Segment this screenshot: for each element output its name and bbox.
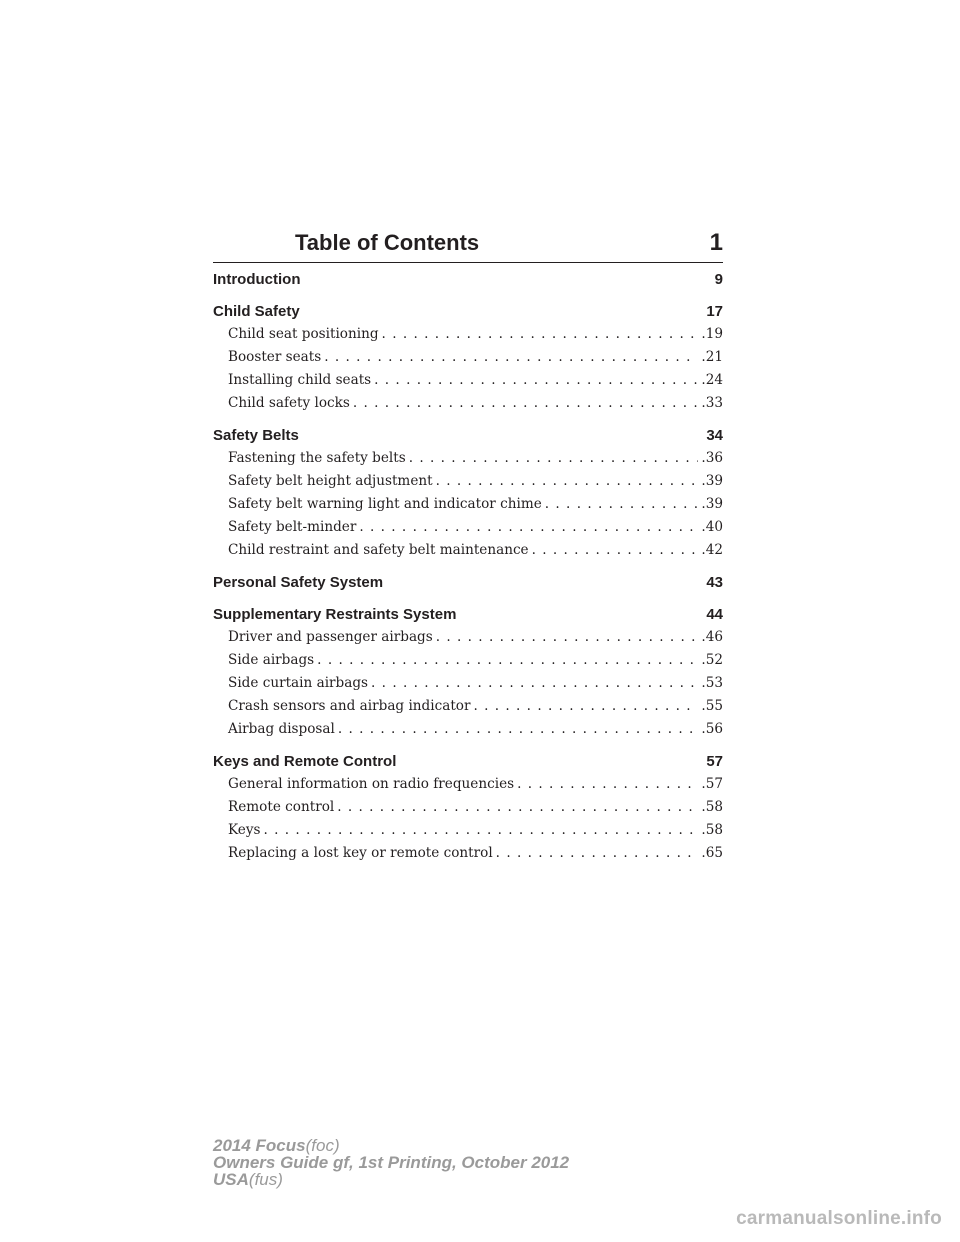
- toc-chapter[interactable]: [213, 424, 723, 447]
- toc-entry-page: .58: [701, 822, 723, 838]
- toc-entry-page: .40: [701, 519, 723, 535]
- toc-chapter-title: Keys and Remote Control: [213, 753, 397, 770]
- table-of-contents: [213, 268, 723, 865]
- footer-model: 2014 Focus: [213, 1136, 306, 1155]
- toc-entry-title: Child restraint and safety belt maintenance: [228, 542, 529, 558]
- toc-entry-title: Safety belt-minder: [228, 519, 357, 535]
- toc-chapter[interactable]: [213, 300, 723, 323]
- footer-model-code: (foc): [305, 1136, 340, 1155]
- toc-entry-page: .46: [701, 629, 723, 645]
- toc-entry-title: Fastening the safety belts: [228, 450, 406, 466]
- toc-entry-title: Child seat positioning: [228, 326, 379, 342]
- toc-chapter-title: Safety Belts: [213, 427, 299, 444]
- toc-entry[interactable]: [213, 718, 723, 741]
- toc-chapter[interactable]: [213, 571, 723, 594]
- toc-entry[interactable]: [213, 649, 723, 672]
- toc-entry[interactable]: [213, 695, 723, 718]
- toc-entry[interactable]: [213, 346, 723, 369]
- toc-entry-title: Driver and passenger airbags: [228, 629, 433, 645]
- watermark: carmanualsonline.info: [736, 1208, 942, 1229]
- toc-entry-title: Safety belt height adjustment: [228, 473, 433, 489]
- toc-dot-leader: [371, 672, 698, 695]
- toc-entry[interactable]: [213, 626, 723, 649]
- toc-entry-page: .65: [701, 845, 723, 861]
- toc-entry-title: Crash sensors and airbag indicator: [228, 698, 471, 714]
- toc-chapter-page: 9: [714, 271, 723, 288]
- toc-chapter[interactable]: [213, 268, 723, 291]
- toc-entry-page: .58: [701, 799, 723, 815]
- toc-entry-page: .21: [701, 349, 723, 365]
- toc-dot-leader: [409, 447, 699, 470]
- toc-dot-leader: [473, 695, 698, 718]
- toc-entry[interactable]: [213, 672, 723, 695]
- toc-entry[interactable]: [213, 392, 723, 415]
- footer-region-line: [213, 1171, 569, 1188]
- toc-entry-page: .39: [701, 473, 723, 489]
- toc-dot-leader: [374, 369, 698, 392]
- toc-chapter-title: Child Safety: [213, 303, 300, 320]
- toc-entry-title: Remote control: [228, 799, 335, 815]
- toc-entry-title: Airbag disposal: [228, 721, 335, 737]
- toc-entry-title: Booster seats: [228, 349, 322, 365]
- footer-region: USA: [213, 1170, 249, 1189]
- toc-dot-leader: [517, 773, 698, 796]
- toc-dot-leader: [353, 392, 699, 415]
- toc-entry[interactable]: [213, 842, 723, 865]
- toc-dot-leader: [338, 718, 699, 741]
- toc-dot-leader: [436, 470, 699, 493]
- toc-dot-leader: [317, 649, 698, 672]
- toc-entry-title: Replacing a lost key or remote control: [228, 845, 493, 861]
- toc-chapter-page: 43: [706, 574, 723, 591]
- toc-entry[interactable]: [213, 796, 723, 819]
- toc-dot-leader: [532, 539, 699, 562]
- toc-entry-title: Child safety locks: [228, 395, 350, 411]
- toc-entry-page: .24: [701, 372, 723, 388]
- toc-entry-page: .42: [701, 542, 723, 558]
- toc-entry-title: Keys: [228, 822, 261, 838]
- toc-chapter[interactable]: [213, 603, 723, 626]
- toc-entry[interactable]: [213, 470, 723, 493]
- toc-entry[interactable]: [213, 773, 723, 796]
- toc-chapter-title: Personal Safety System: [213, 574, 384, 591]
- toc-entry-title: Installing child seats: [228, 372, 372, 388]
- toc-entry-title: Side airbags: [228, 652, 315, 668]
- toc-dot-leader: [545, 493, 699, 516]
- page-number: 1: [709, 229, 723, 256]
- toc-entry-page: .56: [701, 721, 723, 737]
- toc-entry-page: .52: [701, 652, 723, 668]
- toc-chapter-page: 17: [706, 303, 723, 320]
- footer-model-line: [213, 1137, 569, 1154]
- toc-entry-page: .53: [701, 675, 723, 691]
- page-header: [213, 226, 723, 263]
- toc-chapter[interactable]: [213, 750, 723, 773]
- toc-entry[interactable]: [213, 493, 723, 516]
- toc-entry-page: .39: [701, 496, 723, 512]
- toc-entry-title: General information on radio frequencies: [228, 776, 515, 792]
- footer-guide: Owners Guide gf, 1st Printing, October 2012: [213, 1153, 570, 1172]
- toc-entry[interactable]: [213, 819, 723, 842]
- toc-dot-leader: [496, 842, 699, 865]
- toc-dot-leader: [382, 323, 699, 346]
- toc-entry-title: Side curtain airbags: [228, 675, 369, 691]
- toc-chapter-title: Supplementary Restraints System: [213, 606, 457, 623]
- toc-chapter-page: 44: [706, 606, 723, 623]
- toc-chapter-page: 57: [706, 753, 723, 770]
- toc-entry[interactable]: [213, 539, 723, 562]
- toc-entry-page: .33: [701, 395, 723, 411]
- toc-entry-page: .57: [701, 776, 723, 792]
- page-title: Table of Contents: [295, 230, 480, 255]
- footer-region-code: (fus): [248, 1170, 283, 1189]
- toc-entry-page: .55: [701, 698, 723, 714]
- toc-dot-leader: [436, 626, 699, 649]
- toc-dot-leader: [337, 796, 698, 819]
- toc-entry-page: .36: [701, 450, 723, 466]
- toc-entry[interactable]: [213, 447, 723, 470]
- toc-entry[interactable]: [213, 516, 723, 539]
- toc-dot-leader: [264, 819, 699, 842]
- toc-entry-page: .19: [701, 326, 723, 342]
- toc-dot-leader: [359, 516, 698, 539]
- toc-chapter-page: 34: [706, 427, 723, 444]
- toc-entry-title: Safety belt warning light and indicator chime: [228, 496, 542, 512]
- toc-entry[interactable]: [213, 323, 723, 346]
- toc-chapter-title: Introduction: [213, 271, 301, 288]
- toc-entry[interactable]: [213, 369, 723, 392]
- footer: [213, 1137, 569, 1188]
- toc-dot-leader: [324, 346, 698, 369]
